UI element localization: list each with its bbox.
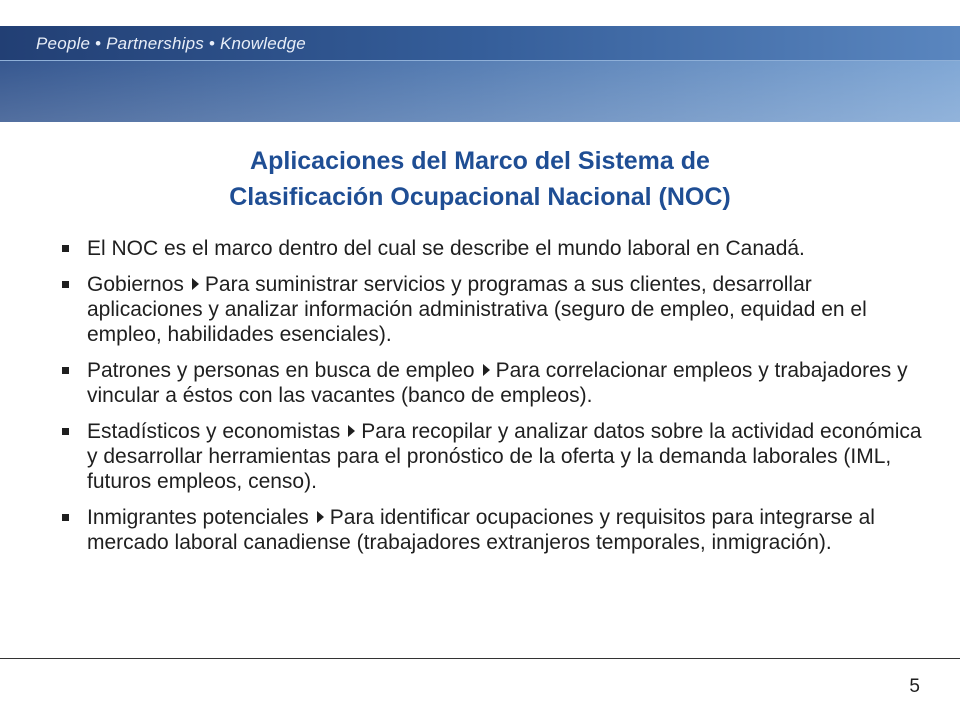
slide-title — [80, 143, 880, 215]
bullet-item — [62, 358, 922, 408]
triangle-right-icon — [348, 425, 355, 437]
bullet-item — [62, 236, 922, 261]
bullet-text: Para identificar ocupaciones y requisitos para integrarse al mercado laboral canadiense (trabajadores extranjeros temporales, inmigración). — [87, 506, 875, 554]
bullet-lead: Patrones y personas en busca de empleo — [87, 359, 475, 382]
bullet-text: Para recopilar y analizar datos sobre la actividad económica y desarrollar herramientas para el pronóstico de la oferta y la demanda laborales (IML, futuros empleos, censo). — [87, 420, 922, 493]
header-banner — [0, 26, 960, 122]
slide-title-line-2: Clasificación Ocupacional Nacional (NOC) — [229, 183, 731, 211]
square-bullet-icon — [62, 367, 69, 374]
triangle-right-icon — [192, 278, 199, 290]
bullet-text: Para correlacionar empleos y trabajadores y vincular a éstos con las vacantes (banco de empleos). — [87, 359, 908, 407]
bullet-item — [62, 272, 922, 347]
bullet-item — [62, 505, 922, 555]
bullet-text: El NOC es el marco dentro del cual se describe el mundo laboral en Canadá. — [87, 237, 805, 260]
triangle-right-icon — [483, 364, 490, 376]
banner-top-strip — [0, 26, 960, 61]
banner-bottom-strip — [0, 61, 960, 122]
bullet-text: Para suministrar servicios y programas a sus clientes, desarrollar aplicaciones y analizar información administrativa (seguro de empleo, equidad en el empleo, habilidades esenciales). — [87, 273, 867, 346]
square-bullet-icon — [62, 281, 69, 288]
bullet-lead: Estadísticos y economistas — [87, 420, 341, 443]
triangle-right-icon — [317, 511, 324, 523]
footer-divider — [0, 658, 960, 659]
tagline: People • Partnerships • Knowledge — [36, 34, 306, 53]
bullet-lead: Gobiernos — [87, 273, 184, 296]
square-bullet-icon — [62, 428, 69, 435]
slide-title-line-1: Aplicaciones del Marco del Sistema de — [250, 147, 710, 175]
bullet-list — [62, 236, 922, 566]
page-number: 5 — [909, 676, 920, 697]
square-bullet-icon — [62, 245, 69, 252]
square-bullet-icon — [62, 514, 69, 521]
bullet-item — [62, 419, 922, 494]
bullet-lead: Inmigrantes potenciales — [87, 506, 309, 529]
